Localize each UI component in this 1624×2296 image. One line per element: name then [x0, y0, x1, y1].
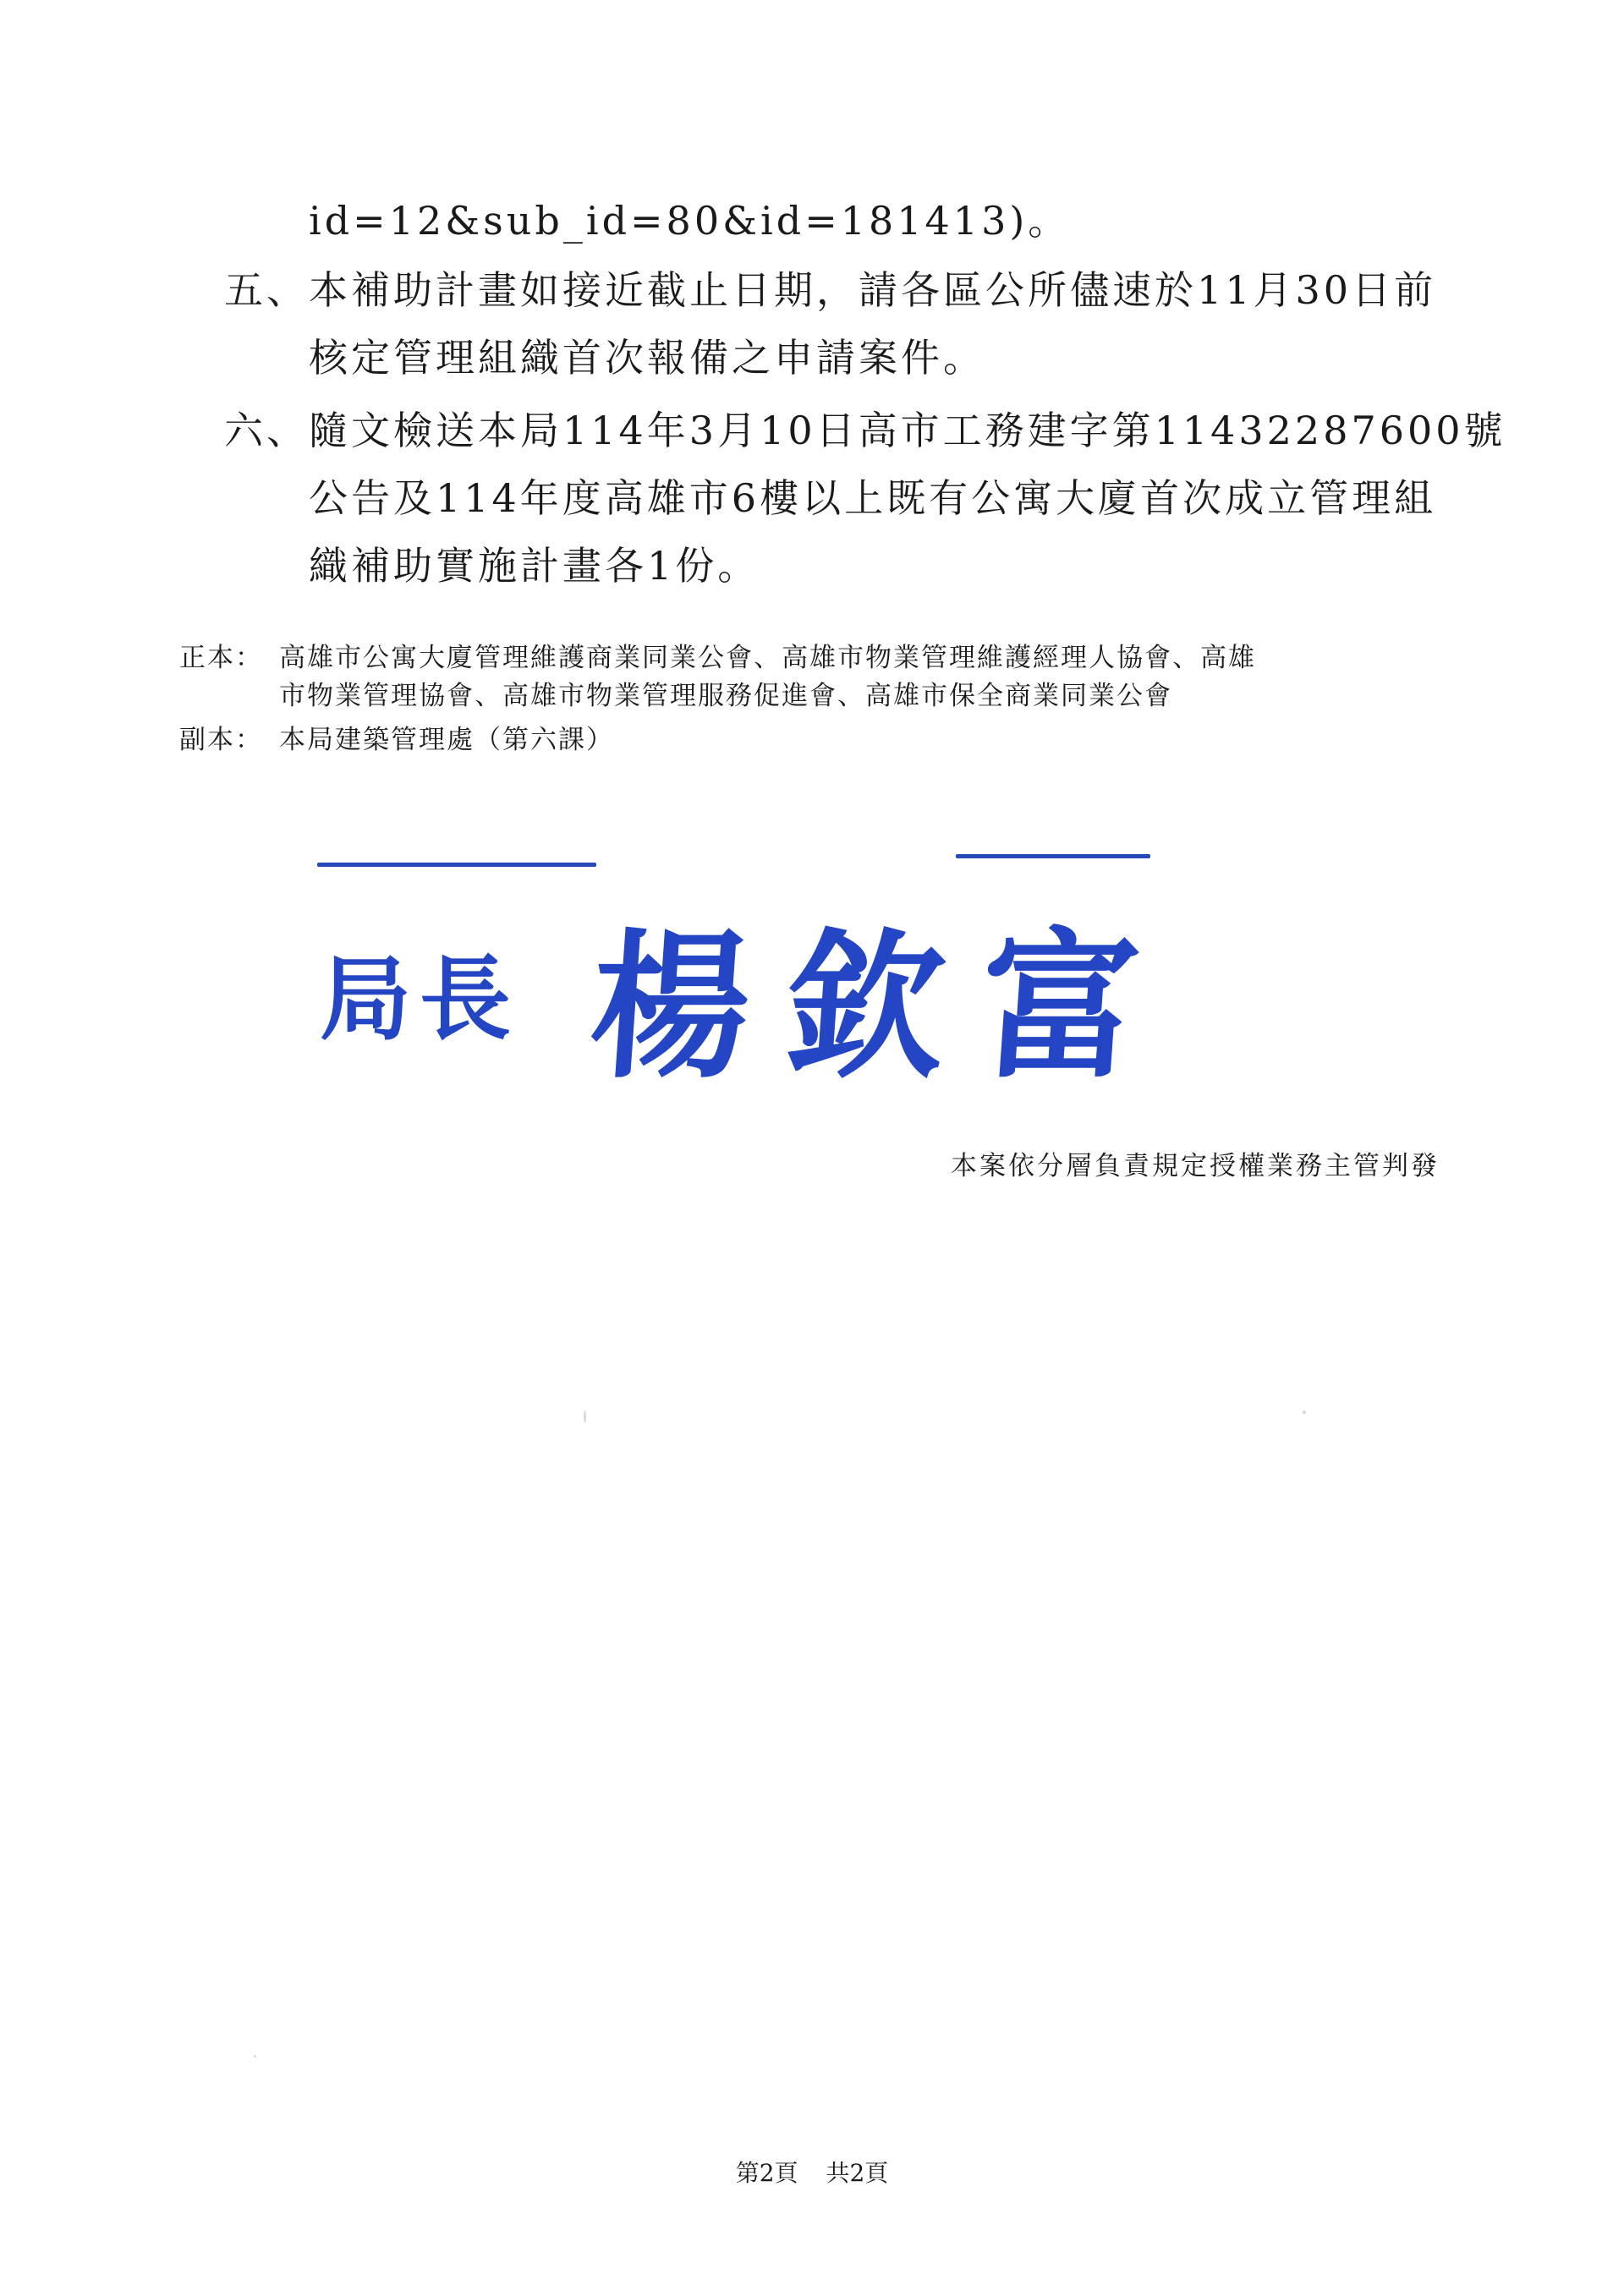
stamp-rule-right: [956, 854, 1150, 858]
item-6-line-3: 織補助實施計畫各1份。: [309, 543, 760, 589]
current-page: 第2頁: [735, 2159, 798, 2187]
director-signature-stamp: [313, 846, 1182, 1100]
main-recipient-line-1: 高雄市公寓大廈管理維護商業同業公會、高雄市物業管理維護經理人協會、高雄: [279, 643, 1256, 673]
director-name: 楊欽富: [584, 913, 1182, 1100]
total-pages: 共2頁: [826, 2159, 889, 2187]
item-5-line-2: 核定管理組織首次報備之申請案件。: [309, 335, 985, 381]
item-6-line-1: 隨文檢送本局114年3月10日高市工務建字第11432287600號: [309, 408, 1506, 453]
item-6-line-2: 公告及114年度高雄市6樓以上既有公寓大廈首次成立管理組: [309, 475, 1437, 521]
page-number: [0, 2155, 1624, 2189]
copy-recipient-label: 副本：: [179, 725, 263, 755]
item-6-number: 六、: [224, 408, 309, 453]
director-title: 局長: [320, 946, 520, 1053]
stamp-rule-left: [317, 863, 596, 867]
url-continuation: id=12&sub_id=80&id=181413)。: [309, 198, 1071, 244]
scan-speck: [584, 1411, 586, 1422]
scan-speck: [254, 2055, 256, 2058]
main-recipient-label: 正本：: [179, 643, 263, 673]
item-5-line-1: 本補助計畫如接近截止日期，請各區公所儘速於11月30日前: [309, 267, 1437, 313]
copy-recipient-line: 本局建築管理處（第六課）: [279, 725, 614, 755]
main-recipient-line-2: 市物業管理協會、高雄市物業管理服務促進會、高雄市保全商業同業公會: [279, 681, 1172, 711]
authorization-note: 本案依分層負責規定授權業務主管判發: [951, 1151, 1440, 1181]
item-5-number: 五、: [224, 267, 309, 313]
scan-speck: [1303, 1411, 1306, 1414]
